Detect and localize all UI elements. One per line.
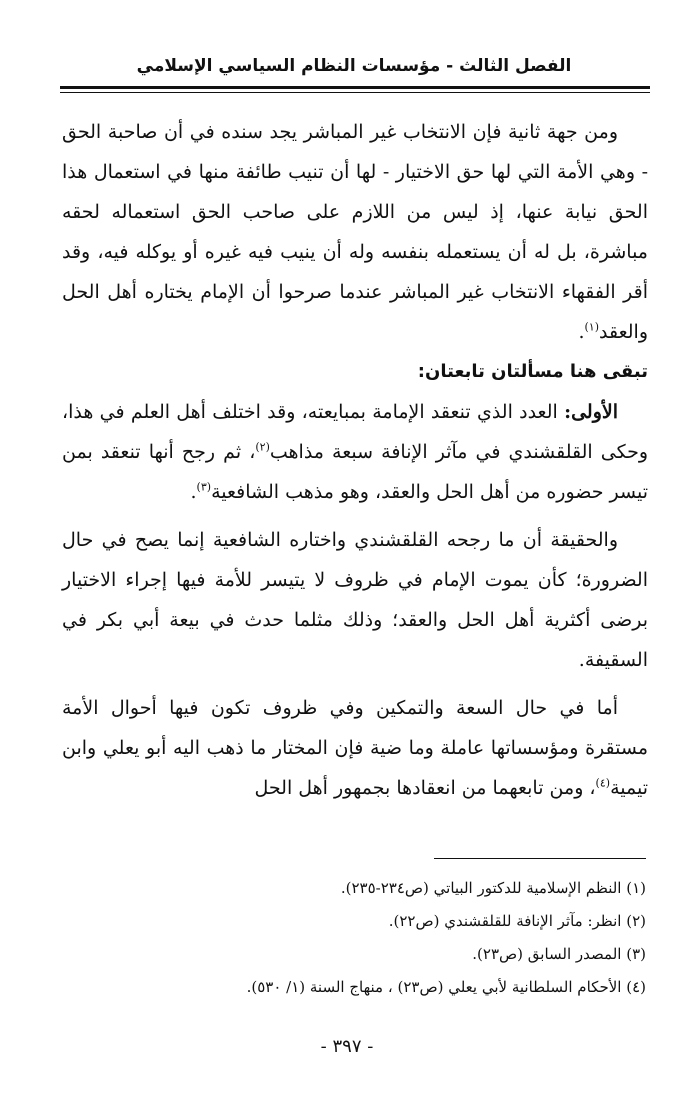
- subheading: تبقى هنا مسألتان تابعتان:: [417, 361, 648, 382]
- header-rule-thick: [60, 86, 650, 89]
- footnote-ref-3: (٣): [196, 480, 212, 494]
- paragraph-1: [62, 112, 648, 352]
- paragraph-2-text-b: ، ثم رجح أنها تنعقد بمن تيسر حضوره من أهل الحل والعقد، وهو مذهب الشافعية: [62, 441, 648, 503]
- footnote-1: (١) النظم الإسلامية للدكتور البياتي (ص٢٣٤-٢٣٥).: [340, 879, 646, 897]
- paragraph-2-lead: الأولى:: [564, 401, 618, 423]
- footnote-separator: [434, 858, 646, 859]
- footnote-ref-1: (١): [584, 320, 599, 334]
- running-header: الفصل الثالث - مؤسسات النظام السياسي الإسلامي: [136, 56, 572, 76]
- body-text: [62, 112, 648, 808]
- paragraph-1-end: .: [578, 321, 585, 343]
- paragraph-4-text-a: أما في حال السعة والتمكين وفي ظروف تكون فيها أحوال الأمة مستقرة ومؤسساتها عاملة وما ضية فإن المختار ما ذهب اليه أبو يعلي وابن تيمية: [62, 697, 648, 799]
- footnotes: [56, 872, 646, 1004]
- paragraph-4-text-b: ، ومن تابعهما من انعقادها بجمهور أهل الحل: [254, 777, 596, 799]
- paragraph-2-text-a: العدد الذي تنعقد الإمامة بمبايعته، وقد اختلف أهل العلم في هذا، وحكى القلقشندي في مآثر الإنافة سبعة مذاهب: [62, 401, 648, 463]
- footnote-ref-4: (٤): [595, 776, 611, 790]
- paragraph-2: [62, 392, 648, 512]
- paragraph-1-text: ومن جهة ثانية فإن الانتخاب غير المباشر يجد سنده في أن صاحبة الحق - وهي الأمة التي لها حق الاختيار - لها أن تنيب طائفة منها في استعمال هذا الحق نيابة عنها، إذ ليس من اللازم على صاحب الحق استعماله لحقه مباشرة، بل له أن يستعمله بنفسه وله أن ينيب فيه غيره أو يوكله فيه، وقد أقر الفقهاء الانتخاب غير المباشر عندما صرحوا أن الإمام يختاره أهل الحل والعقد: [62, 121, 648, 343]
- footnote-ref-2: (٢): [255, 440, 270, 454]
- footnote-2: (٢) انظر: مآثر الإنافة للقلقشندي (ص٢٢).: [388, 912, 646, 930]
- paragraph-3: والحقيقة أن ما رجحه القلقشندي واختاره الشافعية إنما يصح في حال الضرورة؛ كأن يموت الإمام في ظروف لا يتيسر للأمة فيها إجراء الاختيار برضى أكثرية أهل الحل والعقد؛ وذلك مثلما حدث في بيعة أبي بكر في السقيفة.: [62, 529, 648, 671]
- header-rule-thin: [60, 92, 650, 93]
- footnote-4: (٤) الأحكام السلطانية لأبي يعلي (ص٢٣) ، منهاج السنة (١/ ٥٣٠).: [246, 978, 646, 996]
- footnote-3: (٣) المصدر السابق (ص٢٣).: [472, 945, 646, 963]
- paragraph-4: [62, 688, 648, 808]
- paragraph-2-end: .: [190, 481, 197, 503]
- page-number: - ٣٩٧ -: [320, 1036, 374, 1057]
